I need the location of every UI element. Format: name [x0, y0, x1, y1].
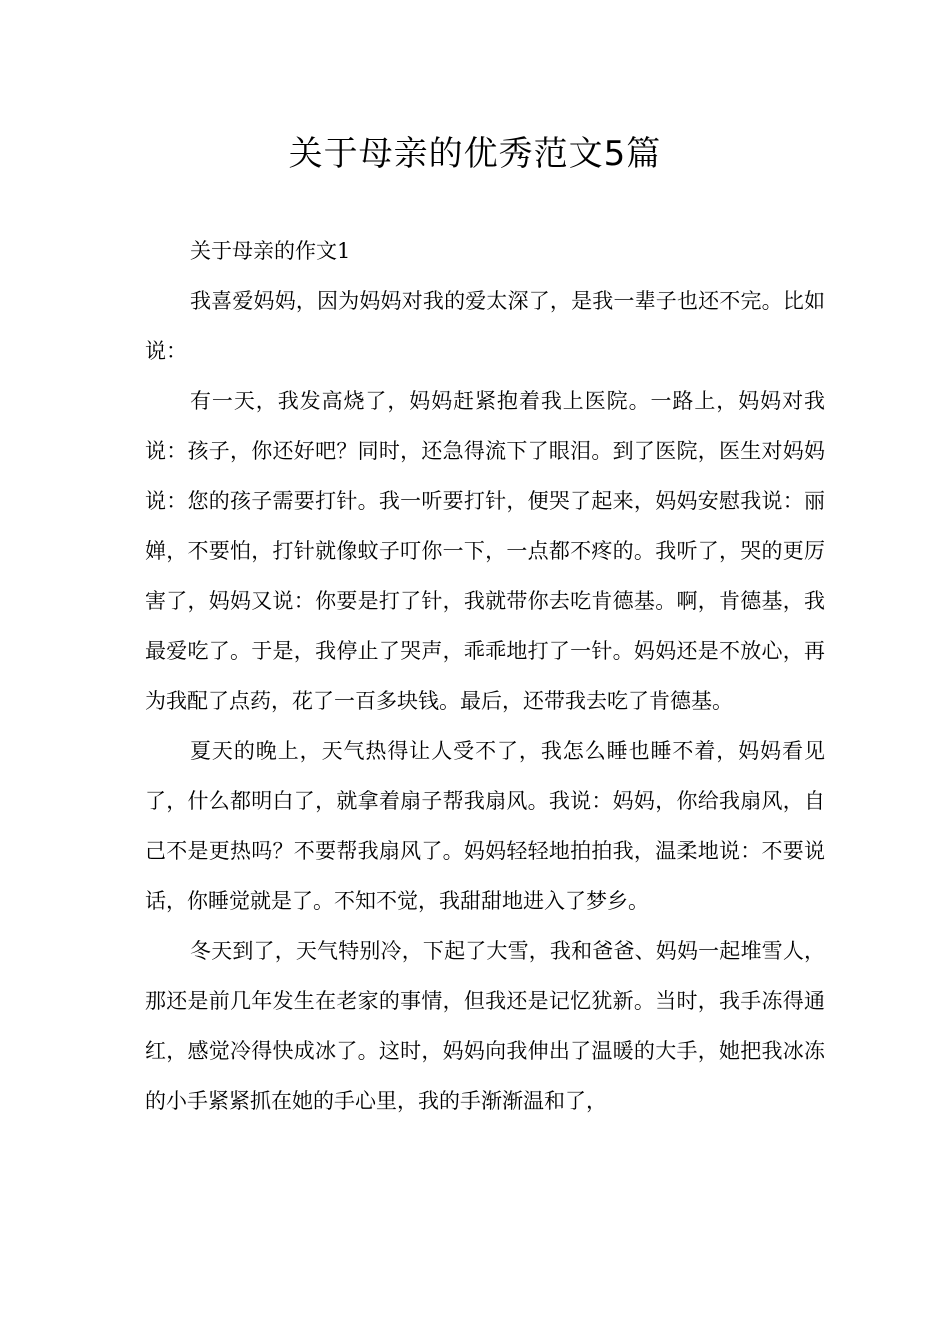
section-heading: 关于母亲的作文1 [190, 239, 351, 263]
paragraph: 有一天，我发高烧了，妈妈赶紧抱着我上医院。一路上，妈妈对我说：孩子，你还好吧？同时，还急得流下了眼泪。到了医院，医生对妈妈说：您的孩子需要打针。我一听要打针，便哭了起来，妈妈安慰我说：丽婵，不要怕，打针就像蚊子叮你一下，一点都不疼的。我听了，哭的更厉害了，妈妈又说：你要是打了针，我就带你去吃肯德基。啊，肯德基，我最爱吃了。于是，我停止了哭声，乖乖地打了一针。妈妈还是不放心，再为我配了点药，花了一百多块钱。最后，还带我去吃了肯德基。 [145, 389, 825, 713]
document-title: 关于母亲的优秀范文5篇 [288, 134, 662, 174]
paragraph: 冬天到了，天气特别冷，下起了大雪，我和爸爸、妈妈一起堆雪人，那还是前几年发生在老家的事情，但我还是记忆犹新。当时，我手冻得通红，感觉冷得快成冰了。这时，妈妈向我伸出了温暖的大手，她把我冰冻的小手紧紧抓在她的手心里，我的手渐渐温和了， [145, 939, 825, 1113]
document-body [145, 226, 825, 1126]
paragraph: 我喜爱妈妈，因为妈妈对我的爱太深了，是我一辈子也还不完。比如说： [145, 289, 825, 363]
paragraph: 夏天的晚上，天气热得让人受不了，我怎么睡也睡不着，妈妈看见了，什么都明白了，就拿着扇子帮我扇风。我说：妈妈，你给我扇风，自己不是更热吗？不要帮我扇风了。妈妈轻轻地拍拍我，温柔地说：不要说话，你睡觉就是了。不知不觉，我甜甜地进入了梦乡。 [145, 739, 825, 913]
